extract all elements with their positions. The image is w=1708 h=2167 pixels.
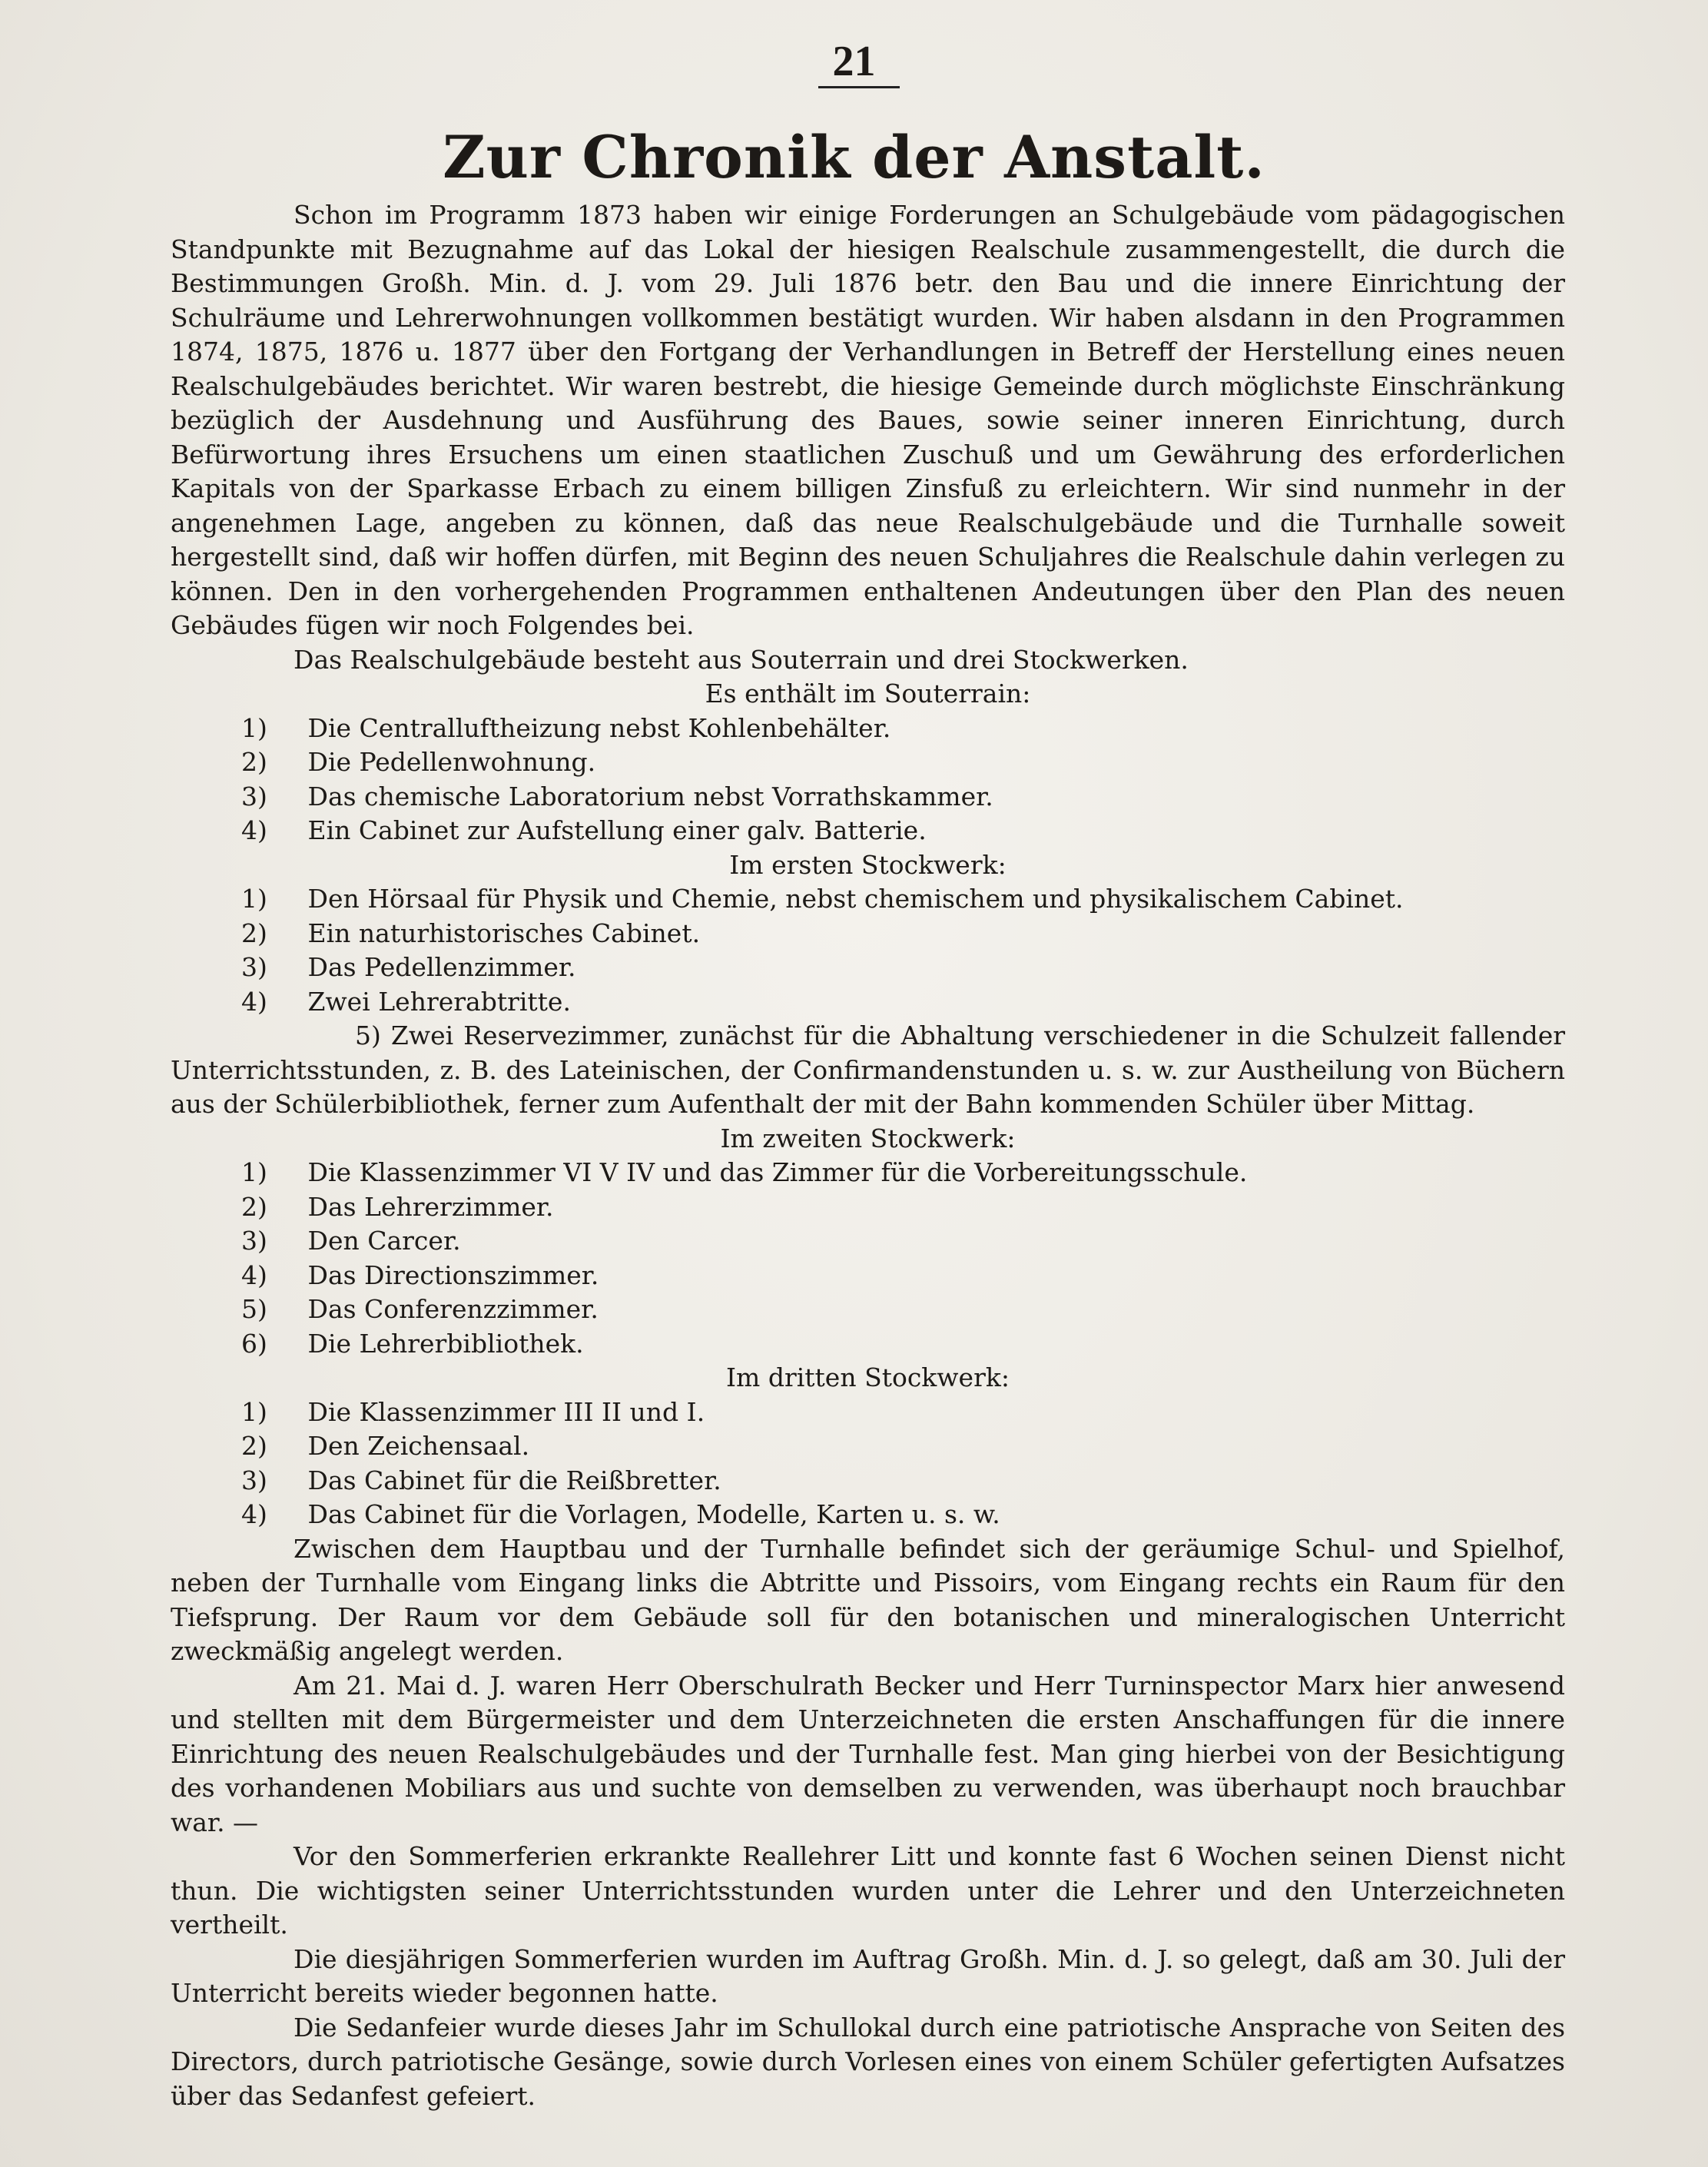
item-text: Den Hörsaal für Physik und Chemie, nebst chemischem und physikalischem Cabinet.: [307, 884, 1404, 914]
list-item: [171, 951, 1565, 985]
item-text: Das Directionszimmer.: [307, 1259, 599, 1290]
room-list: [171, 1156, 1565, 1361]
list-item: [171, 745, 1565, 780]
section-heading: Im dritten Stockwerk:: [726, 1362, 1010, 1392]
list-item: [171, 814, 1565, 848]
paragraph-summer-holidays: Die diesjährigen Sommerferien wurden im Auftrag Großh. Min. d. J. so gelegt, daß am 30. Juli der Unterricht bereits wieder begonnen hatte.: [171, 1943, 1565, 2008]
item-text: Zwei Lehrerabtritte.: [307, 986, 571, 1017]
item-number: 5): [241, 1294, 267, 1324]
list-item: [171, 1259, 1565, 1293]
item-number: 1): [241, 1396, 267, 1427]
item-text: Das Conferenzzimmer.: [307, 1294, 599, 1324]
item-text: Das Lehrerzimmer.: [307, 1191, 554, 1222]
item-number: 4): [241, 1499, 267, 1529]
list-item: [171, 780, 1565, 815]
list-item: [171, 1224, 1565, 1259]
list-item: [171, 1498, 1565, 1532]
intro-paragraph: Schon im Programm 1873 haben wir einige Forderungen an Schulgebäude vom pädagogischen Standpunkte mit Bezugnahme auf das Lokal der hiesigen Realschule zusammengestellt, die durch die Bestimmungen Großh. Min. d. J. vom 29. Juli 1876 betr. den Bau und die innere Einrichtung der Schulräume und Lehrerwohnungen vollkommen bestätigt wurden. Wir haben alsdann in den Programmen 1874, 1875, 1876 u. 1877 über den Fortgang der Verhandlungen in Betreff der Herstellung eines neuen Realschulgebäudes berichtet. Wir waren bestrebt, die hiesige Gemeinde durch möglichste Einschränkung bezüglich der Ausdehnung und Ausführung des Baues, sowie seiner inneren Einrichtung, durch Befürwortung ihres Ersuchens um einen staatlichen Zuschuß und um Gewährung des erforderlichen Kapitals von der Sparkasse Erbach zu einem billigen Zinsfuß zu erleichtern. Wir sind nunmehr in der angenehmen Lage, angeben zu können, daß das neue Realschulgebäude und die Turnhalle soweit hergestellt sind, daß wir hoffen dürfen, mit Beginn des neuen Schuljahres die Realschule dahin verlegen zu können. Den in den vorhergehenden Programmen enthaltenen Andeutungen über den Plan des neuen Gebäudes fügen wir noch Folgendes bei.: [171, 200, 1565, 640]
item-text: Das Cabinet für die Reißbretter.: [307, 1465, 721, 1495]
list-item: [171, 882, 1565, 917]
list-item: [171, 985, 1565, 1020]
item-number: 5): [355, 1020, 381, 1050]
item-number: 3): [241, 781, 267, 811]
item-text: Die Lehrerbibliothek.: [307, 1328, 584, 1359]
section-heading: Es enthält im Souterrain:: [705, 679, 1031, 709]
building-intro: Das Realschulgebäude besteht aus Souterrain und drei Stockwerken.: [294, 644, 1189, 675]
paragraph-inspection: Am 21. Mai d. J. waren Herr Oberschulrath Becker und Herr Turninspector Marx hier anwesend und stellten mit dem Bürgermeister und dem Unterzeichneten die ersten Anschaffungen für die innere Einrichtung des neuen Realschulgebäudes und der Turnhalle fest. Man ging hierbei von der Besichtigung des vorhandenen Mobiliars aus und suchte von demselben zu verwenden, was überhaupt noch brauchbar war. —: [171, 1670, 1565, 1837]
item-text: Ein naturhistorisches Cabinet.: [307, 918, 701, 948]
item-number: 2): [241, 747, 267, 777]
item-number: 1): [241, 712, 267, 743]
page-title: Zur Chronik der Anstalt.: [443, 123, 1265, 191]
paragraph-sedan-celebration: Die Sedanfeier wurde dieses Jahr im Schullokal durch eine patriotische Ansprache von Seiten des Directors, durch patriotische Gesänge, sowie durch Vorlesen eines von einem Schüler gefertigten Aufsatzes über das Sedanfest gefeiert.: [171, 2012, 1565, 2111]
paragraph-schoolyard: Zwischen dem Hauptbau und der Turnhalle befindet sich der geräumige Schul- und Spielhof, neben der Turnhalle vom Eingang links die Abtritte und Pissoirs, vom Eingang rechts ein Raum für den Tiefsprung. Der Raum vor dem Gebäude soll für den botanischen und mineralogischen Unterricht zweckmäßig angelegt werden.: [171, 1533, 1565, 1666]
item-number: 4): [241, 815, 267, 845]
list-item: [171, 1464, 1565, 1498]
section-heading: Im zweiten Stockwerk:: [720, 1123, 1016, 1153]
item-text: Die Klassenzimmer III II und I.: [307, 1396, 705, 1427]
item-number: 6): [241, 1328, 267, 1359]
item-text: Das chemische Laboratorium nebst Vorrathskammer.: [307, 781, 993, 811]
page-number: 21: [832, 38, 876, 85]
item-text: Die Pedellenwohnung.: [307, 747, 596, 777]
item-text: Das Cabinet für die Vorlagen, Modelle, Karten u. s. w.: [307, 1499, 1000, 1529]
item-number: 3): [241, 1226, 267, 1256]
item-number: 4): [241, 986, 267, 1017]
list-item: [171, 1429, 1565, 1464]
item-text: Die Centralluftheizung nebst Kohlenbehälter.: [307, 712, 891, 743]
item-number: 2): [241, 918, 267, 948]
item-text: Die Klassenzimmer VI V IV und das Zimmer für die Vorbereitungsschule.: [307, 1157, 1248, 1187]
list-item: [171, 1019, 1565, 1122]
list-item: [171, 1190, 1565, 1225]
list-item: [171, 1395, 1565, 1430]
item-text: Das Pedellenzimmer.: [307, 952, 576, 982]
item-number: 1): [241, 884, 267, 914]
item-text: Ein Cabinet zur Aufstellung einer galv. Batterie.: [307, 815, 927, 845]
item-number: 2): [241, 1191, 267, 1222]
list-item: [171, 1327, 1565, 1362]
item-text: Den Carcer.: [307, 1226, 461, 1256]
room-list: [171, 1395, 1565, 1532]
item-number: 4): [241, 1259, 267, 1290]
list-item: [171, 712, 1565, 746]
item-number: 2): [241, 1431, 267, 1461]
room-list: [171, 712, 1565, 848]
item-number: 3): [241, 952, 267, 982]
item-number: 3): [241, 1465, 267, 1495]
document-body: [171, 198, 1565, 2113]
room-list: [171, 882, 1565, 1122]
list-item: [171, 917, 1565, 951]
list-item: [171, 1293, 1565, 1327]
item-text: Den Zeichensaal.: [307, 1431, 530, 1461]
list-item: [171, 1156, 1565, 1190]
page-number-rule: [818, 86, 900, 88]
item-number: 1): [241, 1157, 267, 1187]
item-text: Zwei Reservezimmer, zunächst für die Abhaltung verschiedener in die Schulzeit fallender Unterrichtsstunden, z. B. des Lateinischen, der Confirmandenstunden u. s. w. zur Austheilung von Büchern aus der Schülerbibliothek, ferner zum Aufenthalt der mit der Bahn kommenden Schüler über Mittag.: [171, 1020, 1565, 1119]
section-heading: Im ersten Stockwerk:: [729, 849, 1007, 880]
paragraph-illness: Vor den Sommerferien erkrankte Reallehrer Litt und konnte fast 6 Wochen seinen Dienst nicht thun. Die wichtigsten seiner Unterrichtsstunden wurden unter die Lehrer und den Unterzeichneten vertheilt.: [171, 1841, 1565, 1940]
